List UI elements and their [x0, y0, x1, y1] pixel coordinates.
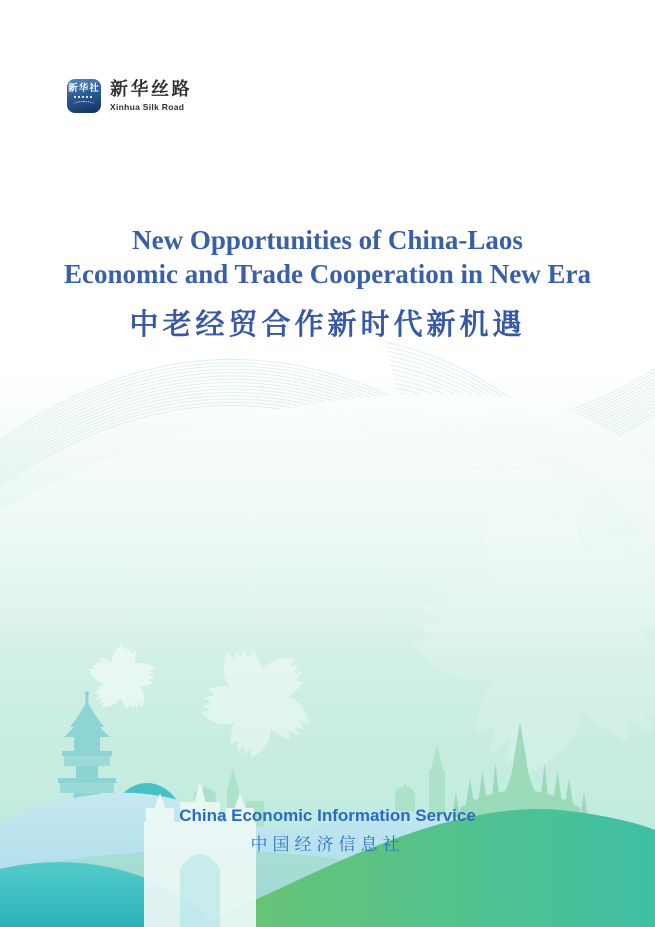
cover-title — [0, 223, 655, 343]
cover-title-cn: 中老经贸合作新时代新机遇 — [129, 309, 526, 341]
app-icon-dash-pattern — [74, 96, 94, 98]
publisher-block — [0, 805, 655, 855]
xinhua-silk-road-logo — [67, 79, 192, 113]
app-icon-text: 新华社 — [68, 83, 100, 94]
cover-title-en-line1: New Opportunities of China-Laos — [132, 225, 523, 255]
brand-name-en: Xinhua Silk Road — [110, 102, 185, 112]
app-icon-skyline-pattern — [73, 101, 95, 109]
brand-name-cn: 新华丝路 — [110, 79, 192, 99]
xinhua-app-icon — [67, 79, 101, 113]
logo-wordmark — [110, 79, 192, 112]
footer-org-cn: 中国经济信息社 — [250, 835, 405, 854]
footer-org-en: China Economic Information Service — [179, 806, 476, 825]
cover-title-en-line2: Economic and Trade Cooperation in New Era — [63, 259, 591, 289]
